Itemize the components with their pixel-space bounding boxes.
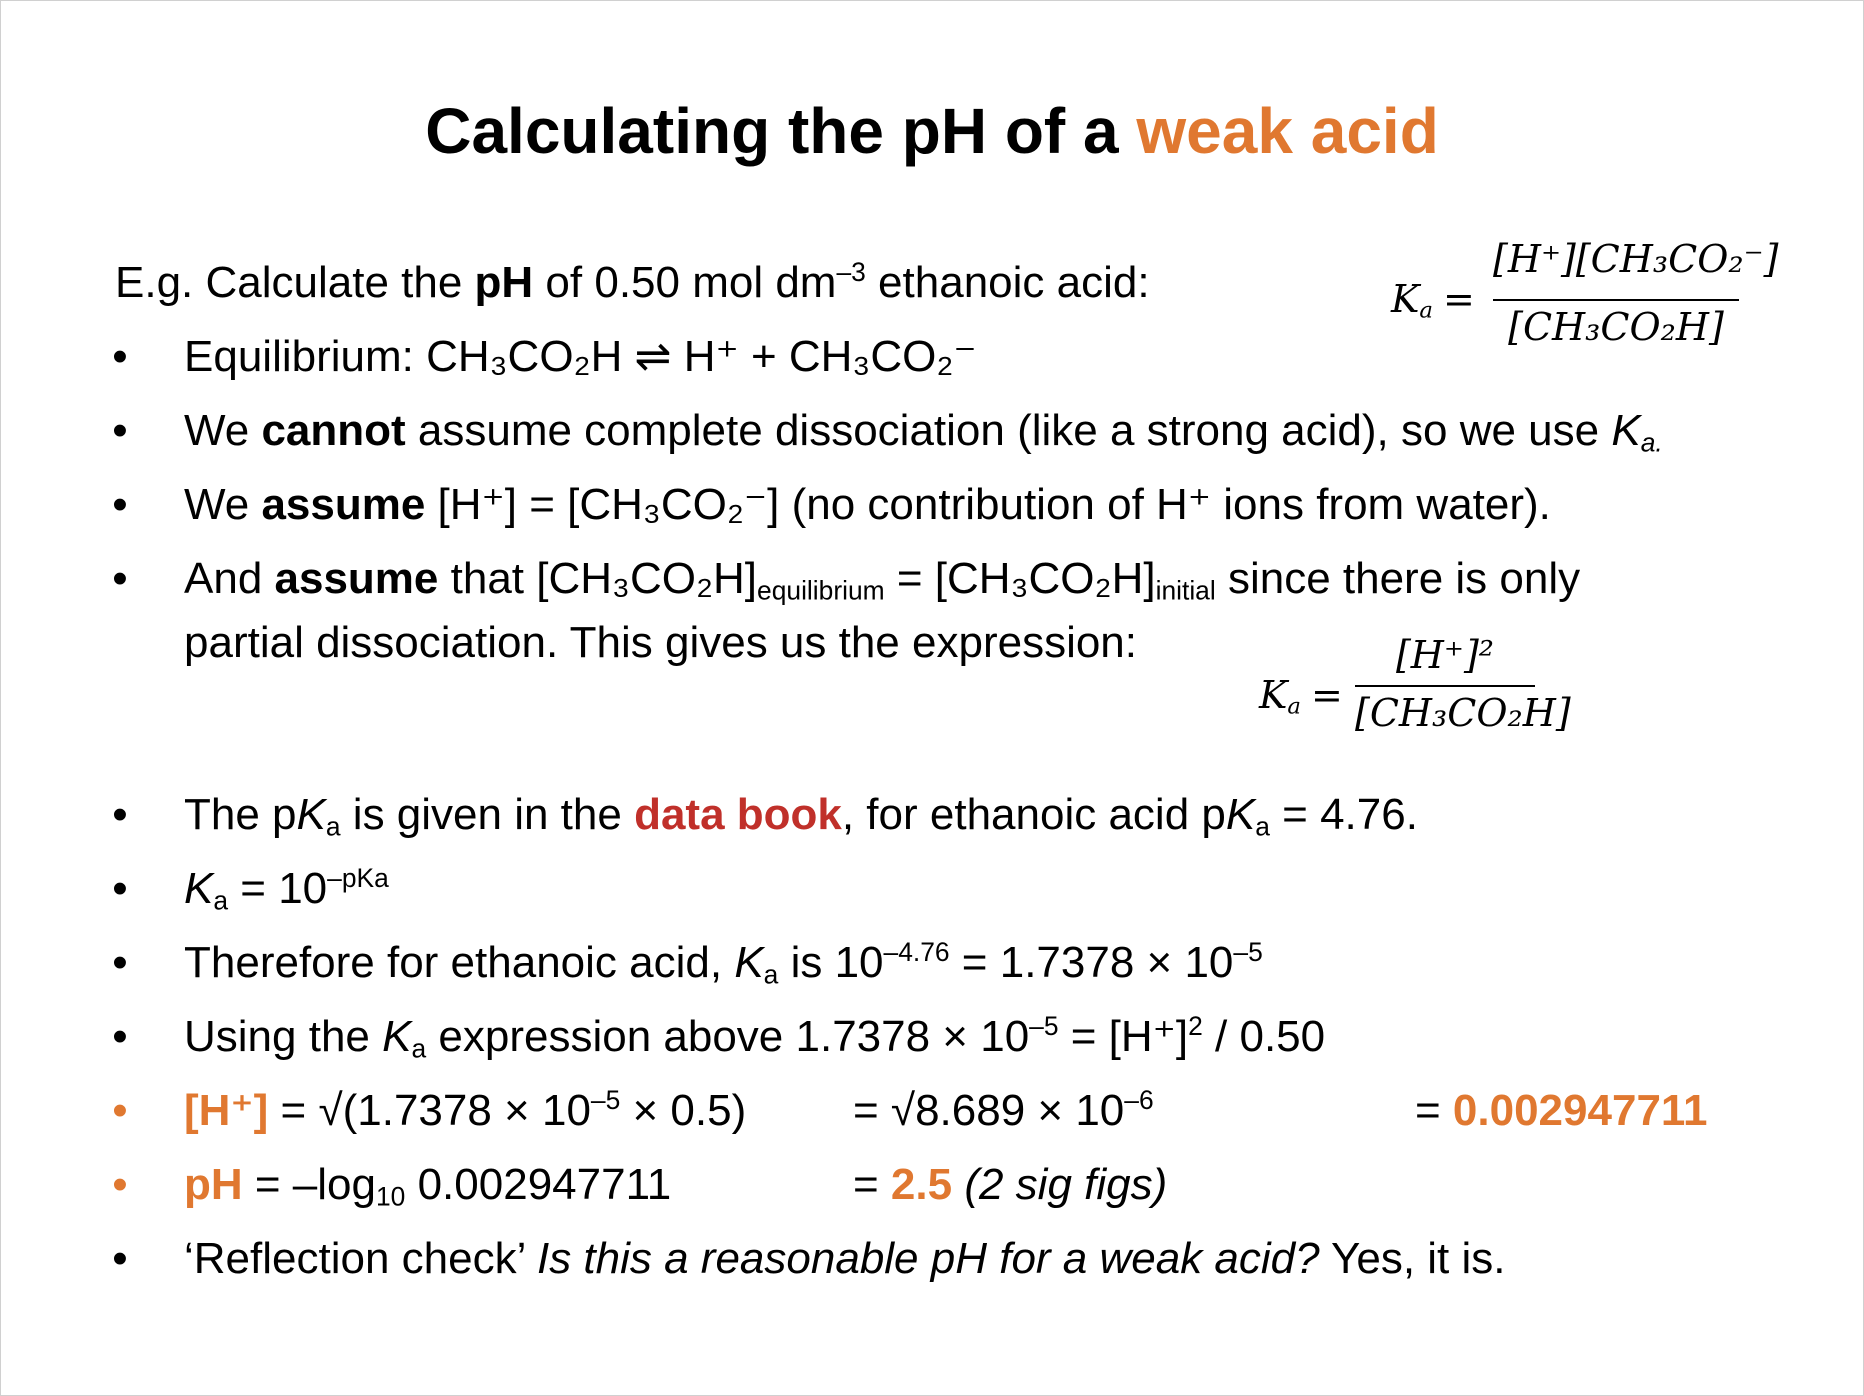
bullet-equilibrium: Equilibrium: CH₃CO₂H ⇌ H⁺ + CH₃CO₂⁻ — [184, 332, 977, 381]
intro-line — [115, 255, 1150, 311]
ph-result-value: 2.5 — [890, 1160, 953, 1209]
bullet-dot: • — [112, 864, 128, 913]
bullet-dot: • — [112, 332, 128, 381]
formula1-denominator: [CH₃CO₂H] — [1508, 305, 1724, 349]
formula2-lhs: $K_a$ — [1259, 673, 1301, 720]
bullet-assume-equal: We assume [H⁺] = [CH₃CO₂⁻] (no contribution of H⁺ ions from water). — [184, 480, 1551, 529]
bullet-dot: • — [112, 554, 128, 603]
formula1-equals: = — [1443, 277, 1475, 321]
intro-sup: –3 — [836, 257, 866, 288]
bullet-dot: • — [112, 790, 128, 839]
h-result: = 0.002947711 — [1415, 1086, 1708, 1135]
bullet-ka-expression: Using the $K_a$ expression above $1.7378 \times 10^{-5} = [H^+]^2 / 0.50$ — [184, 1011, 1326, 1064]
formula2-fraction-bar — [1355, 685, 1535, 687]
ka-formula-full — [1391, 233, 1779, 363]
intro-bold: pH — [474, 258, 534, 307]
formula2-denominator: [CH₃CO₂H] — [1355, 691, 1571, 735]
bullet-dot: • — [112, 1234, 128, 1283]
bullet-dot: • — [112, 938, 128, 987]
data-book-highlight: data book — [634, 790, 842, 839]
intro-mid: of 0.50 mol dm — [533, 258, 837, 307]
bullet-cannot-assume: We cannot assume complete dissociation (like a strong acid), so we use $K_{a.}$ — [184, 406, 1663, 458]
bullet-h-concentration: $[H^+] = √(1.7378 \times 10^{-5} \times 0.5)$ — [184, 1085, 747, 1135]
slide-title — [1, 93, 1863, 169]
h-intermediate: = $√8.689 \times 10^{-6}$ — [853, 1085, 1154, 1135]
title-prefix: Calculating the pH of a — [425, 95, 1137, 167]
formula1-lhs: $K_a$ — [1391, 277, 1433, 324]
bullet-dot: • — [112, 406, 128, 455]
bullet-ka-definition: $K_a = 10^{-pKa}$ — [184, 863, 389, 916]
ph-result: = 2.5 (2 sig figs) — [853, 1160, 1168, 1209]
bullet-dot-orange: • — [112, 1160, 128, 1209]
formula2-numerator: [H⁺]² — [1395, 633, 1495, 677]
bullet-ph-calculation: pH = $-\log_{10}$ 0.002947711 — [184, 1160, 672, 1212]
ph-label: pH — [184, 1160, 243, 1209]
formula1-numerator: [H⁺][CH₃CO₂⁻] — [1493, 237, 1779, 281]
bullet-pka-databook: The $pK_a$ is given in the data book, for ethanoic acid $pK_a = 4.76$. — [184, 790, 1418, 842]
bullet-reflection-check: ‘Reflection check’ Is this a reasonable pH for a weak acid? Yes, it is. — [184, 1234, 1506, 1283]
intro-pre: E.g. Calculate the — [115, 258, 475, 307]
bullet-dot: • — [112, 1012, 128, 1061]
bullet-assume-initial-line2: partial dissociation. This gives us the expression: — [184, 618, 1138, 667]
h-result-value: 0.002947711 — [1452, 1086, 1708, 1135]
title-highlight: weak acid — [1136, 95, 1439, 167]
bullet-assume-initial: And assume that $[CH_3CO_2H]_{equilibrium} = [CH_3CO_2H]_{initial}$ since there is only — [184, 554, 1581, 606]
formula2-equals: = — [1311, 673, 1343, 717]
intro-post: ethanoic acid: — [865, 258, 1150, 307]
bullet-ka-value: Therefore for ethanoic acid, $K_a$ is $10^{-4.76} = 1.7378 \times 10^{-5}$ — [184, 937, 1263, 990]
bullet-dot: • — [112, 480, 128, 529]
sig-figs-note: (2 sig figs) — [952, 1160, 1168, 1209]
bullet-dot-orange: • — [112, 1086, 128, 1135]
ka-formula-simplified — [1259, 629, 1571, 759]
h-label: [H⁺] — [184, 1086, 269, 1135]
formula1-fraction-bar — [1493, 299, 1739, 301]
